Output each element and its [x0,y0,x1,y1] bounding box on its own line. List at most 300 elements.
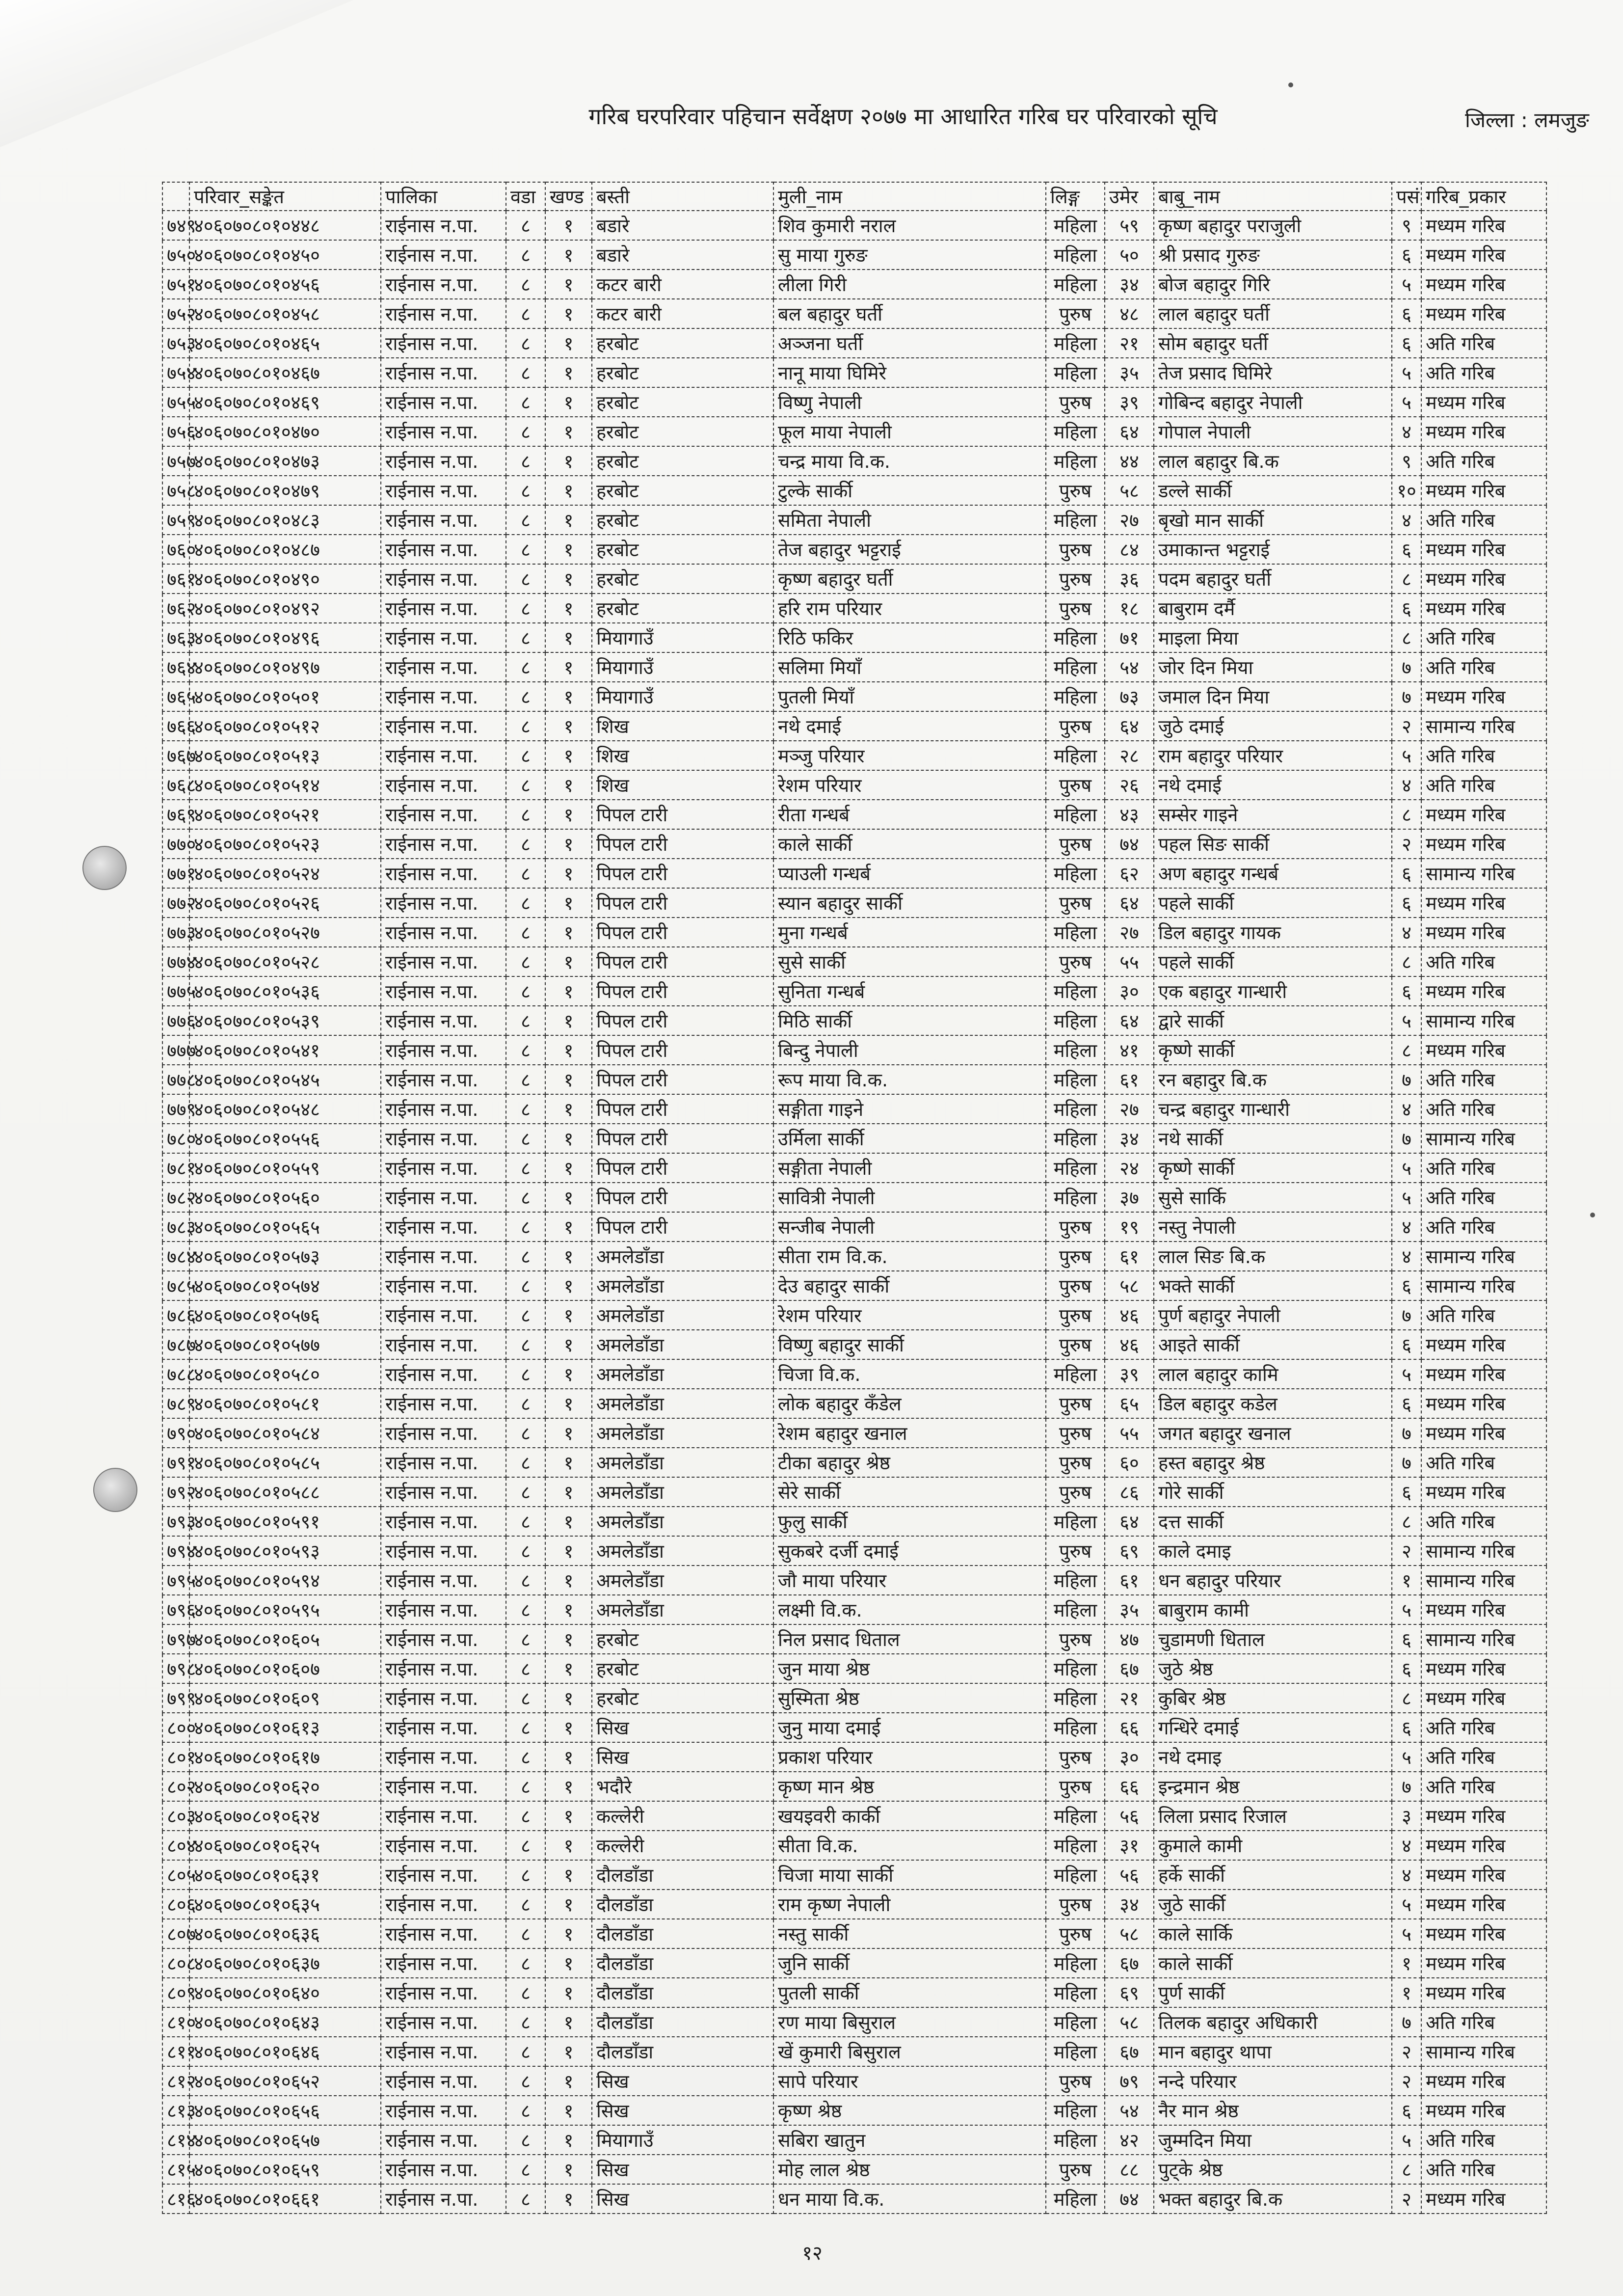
cell-settlement: हरबोट [592,387,773,417]
table-row [162,1418,1546,1448]
table-row [162,1300,1546,1330]
cell-poverty-type: अति गरिब [1421,446,1546,476]
cell-municipality: राईनास न.पा. [381,1948,506,1978]
cell-serial: ७७१ [162,859,189,888]
cell-age: ३९ [1105,387,1154,417]
cell-ward: ८ [506,446,545,476]
cell-municipality: राईनास न.पा. [381,1153,506,1183]
cell-head-name: स्यान बहादुर सार्की [773,888,1046,918]
cell-serial: ८०१ [162,1742,189,1772]
cell-municipality: राईनास न.पा. [381,1418,506,1448]
cell-head-name: सलिमा मियाँ [773,652,1046,682]
cell-settlement: पिपल टारी [592,1212,773,1242]
cell-gender: महिला [1046,976,1105,1006]
cell-gender: पुरुष [1046,1242,1105,1271]
cell-ward: ८ [506,417,545,446]
cell-family-size: ८ [1392,564,1421,594]
scan-speck [1288,82,1293,87]
cell-age: ६४ [1105,1507,1154,1536]
table-row [162,711,1546,741]
cell-head-name: बल बहादुर घर्ती [773,299,1046,328]
table-row [162,1448,1546,1477]
cell-family-code: ४०६०७०८०१०५२६ [189,888,381,918]
cell-gender: महिला [1046,1006,1105,1035]
cell-poverty-type: अति गरिब [1421,741,1546,770]
cell-family-size: ६ [1392,594,1421,623]
cell-ward: ८ [506,211,545,240]
cell-family-code: ४०६०७०८०१०४४८ [189,211,381,240]
cell-municipality: राईनास न.पा. [381,1035,506,1065]
cell-age: ४१ [1105,1035,1154,1065]
cell-father-name: जुठे सार्की [1154,1890,1392,1919]
scan-speck [1590,1213,1595,1217]
cell-head-name: प्याउली गन्धर्ब [773,859,1046,888]
cell-head-name: पुतली सार्की [773,1978,1046,2007]
cell-head-name: कृष्ण श्रेष्ठ [773,2096,1046,2125]
cell-poverty-type: मध्यम गरिब [1421,211,1546,240]
col-municipality: पालिका [381,182,506,211]
page-title: गरिब घरपरिवार पहिचान सर्वेक्षण २०७७ मा आधारित गरिब घर परिवारको सूचि [588,103,1218,130]
cell-settlement: पिपल टारी [592,1035,773,1065]
cell-poverty-type: अति गरिब [1421,1713,1546,1742]
cell-poverty-type: मध्यम गरिब [1421,1801,1546,1831]
cell-gender: महिला [1046,446,1105,476]
cell-poverty-type: अति गरिब [1421,328,1546,358]
cell-municipality: राईनास न.पा. [381,623,506,652]
cell-head-name: काले सार्की [773,829,1046,859]
cell-serial: ७७८ [162,1065,189,1094]
cell-section: १ [545,1035,592,1065]
cell-family-code: ४०६०७०८०१०५०१ [189,682,381,711]
cell-age: ५० [1105,240,1154,270]
cell-family-size: ५ [1392,1359,1421,1389]
cell-family-code: ४०६०७०८०१०४७० [189,417,381,446]
cell-age: ४८ [1105,299,1154,328]
table-row [162,1683,1546,1713]
cell-settlement: अमलेडाँडा [592,1300,773,1330]
cell-settlement: दौलडाँडा [592,1860,773,1890]
cell-age: ३९ [1105,1359,1154,1389]
cell-father-name: डिल बहादुर कडेल [1154,1389,1392,1418]
cell-family-code: ४०६०७०८०१०६३६ [189,1919,381,1948]
cell-section: १ [545,918,592,947]
cell-ward: ८ [506,1300,545,1330]
cell-head-name: रण माया बिसुराल [773,2007,1046,2037]
cell-age: ६० [1105,1448,1154,1477]
cell-poverty-type: अति गरिब [1421,1094,1546,1124]
cell-poverty-type: मध्यम गरिब [1421,1477,1546,1507]
cell-settlement: शिख [592,770,773,800]
cell-serial: ७५१ [162,270,189,299]
cell-ward: ८ [506,1359,545,1389]
cell-settlement: हरबोट [592,446,773,476]
cell-municipality: राईनास न.पा. [381,1242,506,1271]
cell-father-name: कुबिर श्रेष्ठ [1154,1683,1392,1713]
cell-poverty-type: मध्यम गरिब [1421,2096,1546,2125]
cell-settlement: मियागाउँ [592,652,773,682]
cell-poverty-type: सामान्य गरिब [1421,859,1546,888]
cell-age: २७ [1105,505,1154,535]
cell-serial: ७६१ [162,564,189,594]
cell-head-name: मिठि सार्की [773,1006,1046,1035]
cell-father-name: सोम बहादुर घर्ती [1154,328,1392,358]
table-row [162,1359,1546,1389]
cell-section: १ [545,1448,592,1477]
cell-father-name: पहल सिङ सार्की [1154,829,1392,859]
cell-family-size: ६ [1392,1654,1421,1683]
cell-ward: ८ [506,1448,545,1477]
col-father-name: बाबु_नाम [1154,182,1392,211]
cell-settlement: दौलडाँडा [592,1890,773,1919]
cell-section: १ [545,2007,592,2037]
cell-age: १८ [1105,594,1154,623]
cell-family-size: ८ [1392,800,1421,829]
cell-father-name: नथे दमाइ [1154,1742,1392,1772]
cell-ward: ८ [506,2037,545,2066]
cell-head-name: विष्णु नेपाली [773,387,1046,417]
cell-gender: महिला [1046,1713,1105,1742]
cell-section: १ [545,1890,592,1919]
cell-ward: ८ [506,1801,545,1831]
table-row [162,1330,1546,1359]
cell-serial: ७९५ [162,1566,189,1595]
cell-family-code: ४०६०७०८०१०६१३ [189,1713,381,1742]
col-settlement: बस्ती [592,182,773,211]
cell-municipality: राईनास न.पा. [381,918,506,947]
cell-father-name: कृष्ण बहादुर पराजुली [1154,211,1392,240]
cell-gender: पुरुष [1046,2155,1105,2184]
cell-settlement: बडारे [592,240,773,270]
cell-family-size: ६ [1392,888,1421,918]
cell-section: १ [545,417,592,446]
table-row [162,1801,1546,1831]
table-row [162,1035,1546,1065]
cell-family-code: ४०६०७०८०१०६४० [189,1978,381,2007]
cell-serial: ८०२ [162,1772,189,1801]
cell-section: १ [545,328,592,358]
cell-serial: ८०६ [162,1890,189,1919]
cell-poverty-type: मध्यम गरिब [1421,800,1546,829]
cell-serial: ७८७ [162,1330,189,1359]
cell-age: ३५ [1105,358,1154,387]
cell-municipality: राईनास न.पा. [381,1978,506,2007]
cell-municipality: राईनास न.पा. [381,240,506,270]
cell-gender: महिला [1046,1124,1105,1153]
cell-settlement: कटर बारी [592,270,773,299]
cell-family-code: ४०६०७०८०१०५७७ [189,1330,381,1359]
cell-gender: पुरुष [1046,564,1105,594]
cell-age: २७ [1105,918,1154,947]
cell-settlement: दौलडाँडा [592,2037,773,2066]
table-row [162,358,1546,387]
table-row [162,240,1546,270]
cell-ward: ८ [506,1212,545,1242]
cell-family-code: ४०६०७०८०१०४६७ [189,358,381,387]
table-row [162,564,1546,594]
cell-poverty-type: अति गरिब [1421,2155,1546,2184]
cell-serial: ७५४ [162,358,189,387]
cell-gender: पुरुष [1046,1448,1105,1477]
table-row [162,1212,1546,1242]
cell-section: १ [545,594,592,623]
cell-head-name: रिठि फकिर [773,623,1046,652]
cell-municipality: राईनास न.पा. [381,270,506,299]
cell-poverty-type: अति गरिब [1421,947,1546,976]
cell-settlement: अमलेडाँडा [592,1536,773,1566]
cell-family-code: ४०६०७०८०१०५२१ [189,800,381,829]
cell-poverty-type: अति गरिब [1421,2007,1546,2037]
cell-head-name: हरि राम परियार [773,594,1046,623]
cell-settlement: दौलडाँडा [592,1919,773,1948]
cell-serial: ७६० [162,535,189,564]
cell-settlement: मियागाउँ [592,623,773,652]
cell-family-size: ५ [1392,1595,1421,1624]
cell-serial: ७७७ [162,1035,189,1065]
cell-section: १ [545,1418,592,1448]
cell-family-code: ४०६०७०८०१०६०९ [189,1683,381,1713]
cell-section: १ [545,240,592,270]
table-row [162,270,1546,299]
cell-family-size: ६ [1392,299,1421,328]
cell-section: १ [545,2066,592,2096]
cell-settlement: अमलेडाँडा [592,1477,773,1507]
table-row [162,1713,1546,1742]
cell-poverty-type: मध्यम गरिब [1421,1389,1546,1418]
cell-settlement: हरबोट [592,505,773,535]
cell-father-name: इन्द्रमान श्रेष्ठ [1154,1772,1392,1801]
cell-poverty-type: मध्यम गरिब [1421,1683,1546,1713]
cell-section: १ [545,476,592,505]
cell-head-name: सुनिता गन्धर्ब [773,976,1046,1006]
table-row [162,505,1546,535]
cell-gender: पुरुष [1046,1389,1105,1418]
cell-gender: पुरुष [1046,1330,1105,1359]
cell-head-name: सीता वि.क. [773,1831,1046,1860]
table-row [162,1271,1546,1300]
cell-municipality: राईनास न.पा. [381,505,506,535]
cell-serial: ८०३ [162,1801,189,1831]
cell-father-name: दत्त सार्की [1154,1507,1392,1536]
cell-serial: ७५५ [162,387,189,417]
cell-age: ६१ [1105,1242,1154,1271]
cell-ward: ८ [506,1183,545,1212]
cell-municipality: राईनास न.पा. [381,1183,506,1212]
cell-family-size: १ [1392,1566,1421,1595]
cell-father-name: राम बहादुर परियार [1154,741,1392,770]
table-row [162,1536,1546,1566]
table-row [162,387,1546,417]
cell-poverty-type: अति गरिब [1421,1448,1546,1477]
cell-head-name: जुनि सार्की [773,1948,1046,1978]
cell-settlement: हरबोट [592,594,773,623]
cell-head-name: सापे परियार [773,2066,1046,2096]
cell-family-size: २ [1392,1536,1421,1566]
cell-settlement: पिपल टारी [592,1006,773,1035]
cell-age: ६१ [1105,1065,1154,1094]
cell-family-size: १ [1392,1978,1421,2007]
table-row [162,1124,1546,1153]
cell-municipality: राईनास न.पा. [381,1536,506,1566]
cell-section: १ [545,2037,592,2066]
table-row [162,1860,1546,1890]
cell-gender: पुरुष [1046,476,1105,505]
cell-poverty-type: मध्यम गरिब [1421,918,1546,947]
cell-father-name: जुम्मदिन मिया [1154,2125,1392,2155]
cell-father-name: काले सार्की [1154,1948,1392,1978]
cell-serial: ७८५ [162,1271,189,1300]
cell-settlement: सिख [592,2184,773,2214]
cell-head-name: सुकबरे दर्जी दमाई [773,1536,1046,1566]
cell-head-name: नथे दमाई [773,711,1046,741]
cell-ward: ८ [506,358,545,387]
cell-head-name: चिजा माया सार्की [773,1860,1046,1890]
cell-family-code: ४०६०७०८०१०६५६ [189,2096,381,2125]
cell-family-size: ६ [1392,240,1421,270]
cell-settlement: हरबोट [592,535,773,564]
cell-serial: ७८० [162,1124,189,1153]
cell-settlement: सिख [592,2096,773,2125]
cell-municipality: राईनास न.पा. [381,2066,506,2096]
cell-ward: ८ [506,1477,545,1507]
cell-section: १ [545,1330,592,1359]
cell-settlement: अमलेडाँडा [592,1566,773,1595]
table-row [162,2096,1546,2125]
cell-gender: महिला [1046,918,1105,947]
cell-section: १ [545,1536,592,1566]
cell-father-name: कृष्णे सार्की [1154,1153,1392,1183]
cell-section: १ [545,1742,592,1772]
cell-father-name: आइते सार्की [1154,1330,1392,1359]
cell-ward: ८ [506,711,545,741]
cell-poverty-type: मध्यम गरिब [1421,1860,1546,1890]
cell-ward: ८ [506,1035,545,1065]
cell-family-code: ४०६०७०८०१०४९२ [189,594,381,623]
cell-family-size: २ [1392,711,1421,741]
cell-municipality: राईनास न.पा. [381,446,506,476]
cell-family-code: ४०६०७०८०१०६३१ [189,1860,381,1890]
cell-gender: पुरुष [1046,947,1105,976]
cell-serial: ७६३ [162,623,189,652]
cell-father-name: माइला मिया [1154,623,1392,652]
cell-ward: ८ [506,476,545,505]
cell-family-size: ७ [1392,1418,1421,1448]
household-table [162,182,1547,2214]
cell-gender: महिला [1046,505,1105,535]
cell-family-code: ४०६०७०८०१०६२५ [189,1831,381,1860]
cell-age: ७४ [1105,2184,1154,2214]
cell-gender: पुरुष [1046,594,1105,623]
cell-section: १ [545,1654,592,1683]
cell-father-name: लाल सिङ बि.क [1154,1242,1392,1271]
cell-family-code: ४०६०७०८०१०५४१ [189,1035,381,1065]
cell-settlement: अमलेडाँडा [592,1330,773,1359]
cell-gender: पुरुष [1046,1418,1105,1448]
cell-head-name: सुस्मिता श्रेष्ठ [773,1683,1046,1713]
cell-settlement: मियागाउँ [592,2125,773,2155]
cell-municipality: राईनास न.पा. [381,800,506,829]
cell-family-code: ४०६०७०८०१०५२७ [189,918,381,947]
cell-father-name: लिला प्रसाद रिजाल [1154,1801,1392,1831]
cell-head-name: विष्णु बहादुर सार्की [773,1330,1046,1359]
cell-serial: ८१४ [162,2125,189,2155]
cell-head-name: फूल माया नेपाली [773,417,1046,446]
cell-ward: ८ [506,2184,545,2214]
cell-father-name: चुडामणी धिताल [1154,1624,1392,1654]
cell-gender: महिला [1046,1153,1105,1183]
cell-family-code: ४०६०७०८०१०५९५ [189,1595,381,1624]
cell-age: ७९ [1105,2066,1154,2096]
cell-age: ४३ [1105,800,1154,829]
cell-father-name: बोज बहादुर गिरि [1154,270,1392,299]
cell-municipality: राईनास न.पा. [381,1065,506,1094]
cell-age: ५८ [1105,2007,1154,2037]
cell-section: १ [545,387,592,417]
cell-family-code: ४०६०७०८०१०४९० [189,564,381,594]
cell-municipality: राईनास न.पा. [381,888,506,918]
cell-father-name: भक्ते सार्की [1154,1271,1392,1300]
cell-father-name: जगत बहादुर खनाल [1154,1418,1392,1448]
cell-family-size: ७ [1392,1124,1421,1153]
cell-family-code: ४०६०७०८०१०५७३ [189,1242,381,1271]
cell-family-code: ४०६०७०८०१०५७६ [189,1300,381,1330]
cell-head-name: सुसे सार्की [773,947,1046,976]
cell-poverty-type: मध्यम गरिब [1421,976,1546,1006]
table-row [162,328,1546,358]
cell-ward: ८ [506,299,545,328]
table-row [162,1477,1546,1507]
cell-ward: ८ [506,1595,545,1624]
cell-settlement: पिपल टारी [592,1124,773,1153]
cell-head-name: लक्ष्मी वि.क. [773,1595,1046,1624]
cell-ward: ८ [506,1860,545,1890]
cell-family-size: ४ [1392,505,1421,535]
cell-ward: ८ [506,1094,545,1124]
cell-family-size: ५ [1392,2125,1421,2155]
cell-serial: ७९७ [162,1624,189,1654]
cell-section: १ [545,1183,592,1212]
cell-poverty-type: मध्यम गरिब [1421,1330,1546,1359]
cell-section: १ [545,947,592,976]
table-row [162,1919,1546,1948]
cell-head-name: प्रकाश परियार [773,1742,1046,1772]
cell-gender: महिला [1046,652,1105,682]
cell-settlement: पिपल टारी [592,859,773,888]
cell-age: ५८ [1105,1919,1154,1948]
cell-family-size: १० [1392,476,1421,505]
cell-head-name: सङ्गीता गाइने [773,1094,1046,1124]
cell-age: ३५ [1105,1595,1154,1624]
cell-family-size: ४ [1392,1860,1421,1890]
cell-municipality: राईनास न.पा. [381,594,506,623]
cell-municipality: राईनास न.पा. [381,1212,506,1242]
cell-family-size: ५ [1392,358,1421,387]
cell-settlement: दौलडाँडा [592,1978,773,2007]
cell-father-name: जोर दिन मिया [1154,652,1392,682]
table-row [162,947,1546,976]
cell-head-name: फुलु सार्की [773,1507,1046,1536]
cell-settlement: हरबोट [592,1624,773,1654]
cell-head-name: समिता नेपाली [773,505,1046,535]
cell-family-size: ४ [1392,770,1421,800]
cell-poverty-type: अति गरिब [1421,623,1546,652]
cell-serial: ७४९ [162,211,189,240]
cell-serial: ८०८ [162,1948,189,1978]
cell-poverty-type: मध्यम गरिब [1421,535,1546,564]
cell-settlement: हरबोट [592,564,773,594]
cell-section: १ [545,446,592,476]
cell-family-size: ४ [1392,918,1421,947]
cell-ward: ८ [506,1389,545,1418]
